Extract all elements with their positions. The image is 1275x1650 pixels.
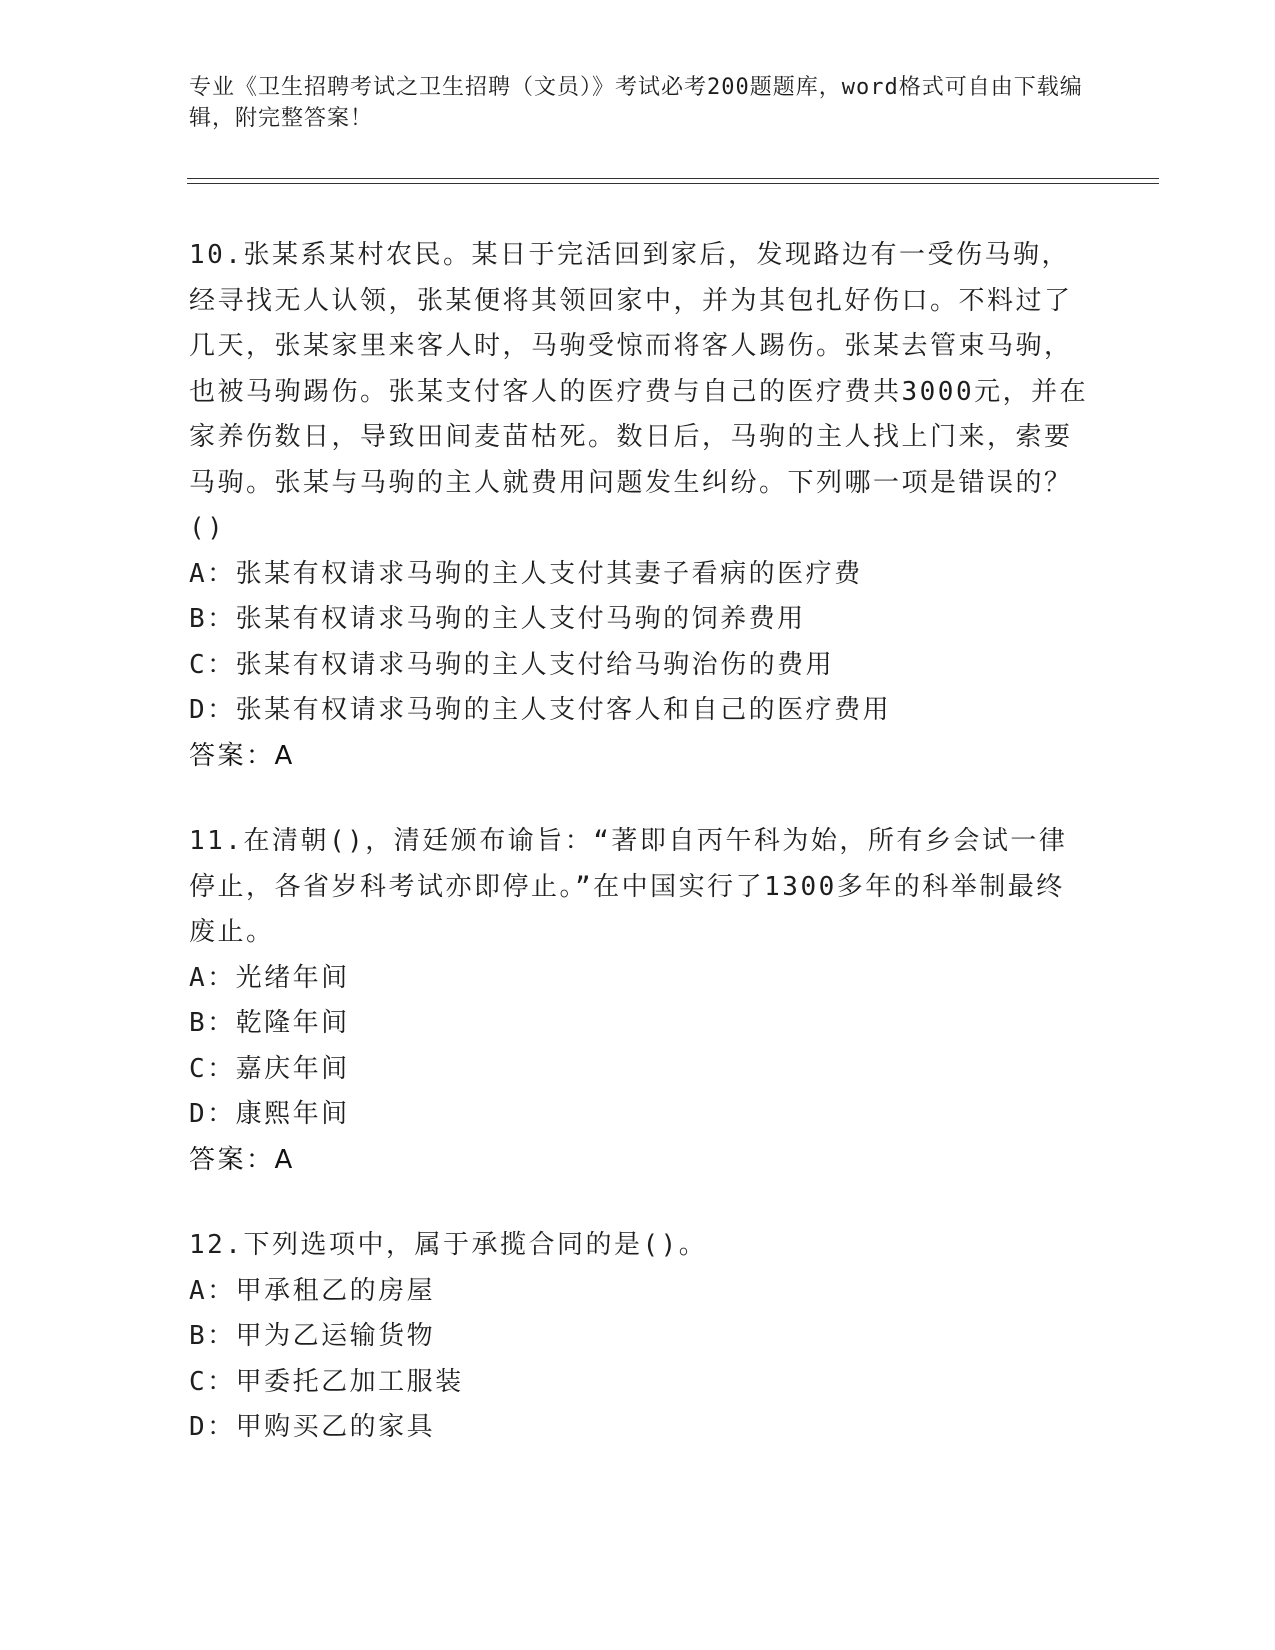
option-a: A：甲承租乙的房屋 (189, 1275, 436, 1306)
option-a: A：张某有权请求马驹的主人支付其妻子看病的医疗费 (189, 558, 863, 589)
option-b: B：甲为乙运输货物 (189, 1321, 436, 1351)
question-stem: 10.张某系某村农民。某日于完活回到家后，发现路边有一受伤马驹，经寻找无人认领，张某便将其领回家中，并为其包扎好伤口。不料过了几天，张某家里来客人时，马驹受惊而将客人踢伤。张某去管束马驹，也被马驹踢伤。张某支付客人的医疗费与自己的医疗费共3000元，并在家养伤数日，导致田间麦苗枯死。数日后，马驹的主人找上门来，索要马驹。张某与马驹的主人就费用问题发生纠纷。下列哪一项是错误的？() (189, 240, 1089, 543)
header-divider-top (187, 178, 1159, 179)
question-10 (189, 233, 1089, 779)
option-d: D：康熙年间 (189, 1099, 350, 1129)
header-divider-bottom (187, 183, 1159, 184)
option-d: D：甲购买乙的家具 (189, 1412, 436, 1442)
question-11 (189, 819, 1089, 1183)
answer-line: 答案：A (189, 740, 295, 771)
option-c: C：张某有权请求马驹的主人支付给马驹治伤的费用 (189, 649, 835, 680)
question-stem: 11.在清朝()，清廷颁布谕旨：“著即自丙午科为始，所有乡会试一律停止，各省岁科考试亦即停止。”在中国实行了1300多年的科举制最终废止。 (189, 826, 1068, 947)
document-header: 专业《卫生招聘考试之卫生招聘（文员）》考试必考200题题库，word格式可自由下载编辑，附完整答案！ (189, 75, 1083, 131)
option-b: B：乾隆年间 (189, 1008, 350, 1038)
option-b: B：张某有权请求马驹的主人支付马驹的饲养费用 (189, 604, 806, 634)
question-stem: 12.下列选项中，属于承揽合同的是()。 (189, 1230, 708, 1260)
question-12 (189, 1223, 1089, 1451)
option-c: C：嘉庆年间 (189, 1053, 350, 1084)
option-c: C：甲委托乙加工服装 (189, 1366, 464, 1397)
option-d: D：张某有权请求马驹的主人支付客人和自己的医疗费用 (189, 695, 892, 725)
option-a: A：光绪年间 (189, 962, 350, 993)
answer-line: 答案：A (189, 1144, 295, 1175)
question-list (189, 233, 1089, 1491)
